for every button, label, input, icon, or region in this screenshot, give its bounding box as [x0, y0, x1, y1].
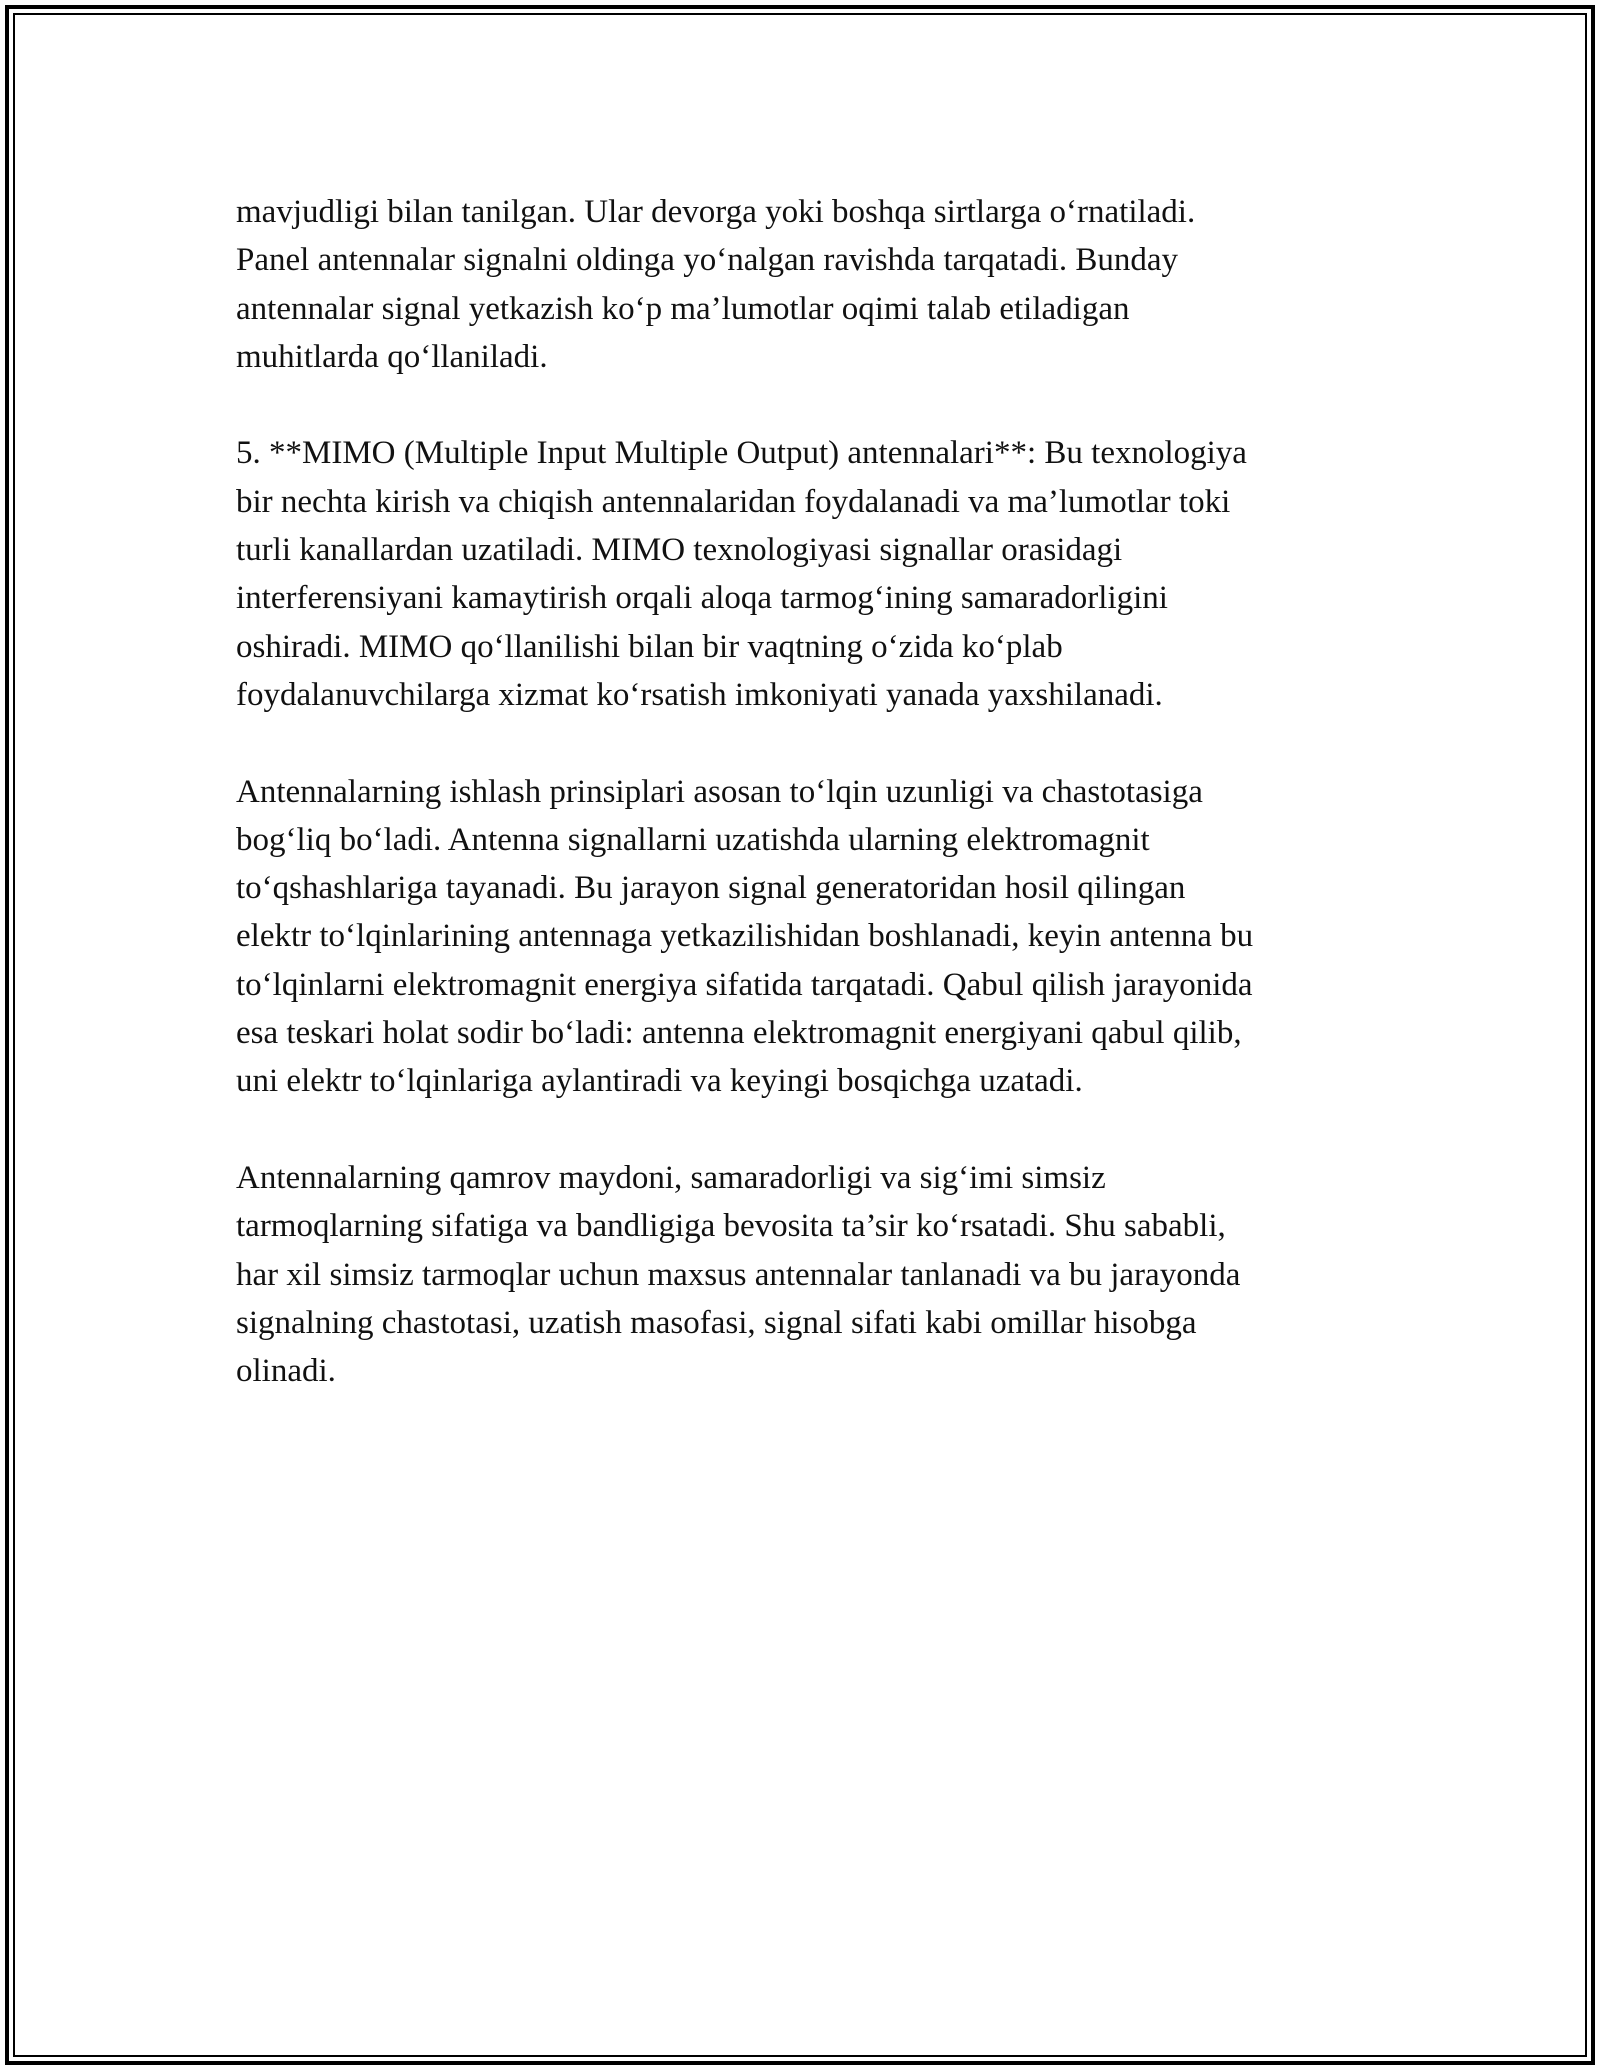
paragraph-mimo-antennas: 5. **MIMO (Multiple Input Multiple Output) antennalari**: Bu texnologiya bir nechta kirish va chiqish antennalaridan foydalanadi va ma’lumotlar toki turli kanallardan uzatiladi. MIMO texnologiyasi signallar orasidagi interferensiyani kamaytirish orqali aloqa tarmog‘ining samaradorligini oshiradi. MIMO qo‘llanilishi bilan bir vaqtning o‘zida ko‘plab foydalanuvchilarga xizmat ko‘rsatish imkoniyati yanada yaxshilanadi.	[236, 435, 1247, 713]
document-body	[236, 188, 1376, 1444]
paragraph-working-principles: Antennalarning ishlash prinsiplari asosan to‘lqin uzunligi va chastotasiga bog‘liq bo‘ladi. Antenna signallarni uzatishda ularning elektromagnit to‘qshashlariga tayanadi. Bu jarayon signal generatoridan hosil qilingan elektr to‘lqinlarining antennaga yetkazilishidan boshlanadi, keyin antenna bu to‘lqinlarni elektromagnit energiya sifatida tarqatadi. Qabul qilish jarayonida esa teskari holat sodir bo‘ladi: antenna elektromagnit energiyani qabul qilib, uni elektr to‘lqinlariga aylantiradi va keyingi bosqichga uzatadi.	[236, 773, 1254, 1100]
paragraph-panel-antennas: mavjudligi bilan tanilgan. Ular devorga yoki boshqa sirtlarga o‘rnatiladi. Panel antennalar signalni oldinga yo‘nalgan ravishda tarqatadi. Bunday antennalar signal yetkazish ko‘p ma’lumotlar oqimi talab etiladigan muhitlarda qo‘llaniladi.	[236, 194, 1196, 375]
paragraph-coverage-efficiency: Antennalarning qamrov maydoni, samaradorligi va sig‘imi simsiz tarmoqlarning sifatiga va bandligiga bevosita ta’sir ko‘rsatadi. Shu sababli, har xil simsiz tarmoqlar uchun maxsus antennalar tanlanadi va bu jarayonda signalning chastotasi, uzatish masofasi, signal sifati kabi omillar hisobga olinadi.	[236, 1159, 1241, 1390]
